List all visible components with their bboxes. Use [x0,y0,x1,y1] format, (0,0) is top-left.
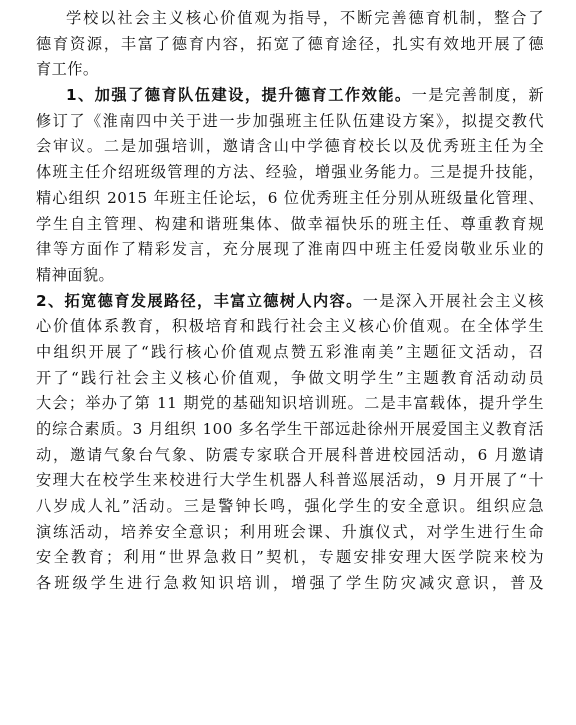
section-heading-line [36,83,544,109]
paragraph-line: 精神面貌。 [36,265,115,284]
paragraph-line: 各班级学生进行急救知识培训，增强了学生防灾减灾意识，普及 [36,574,544,593]
paragraph-line: 动，邀请气象台气象、防震专家联合开展科普进校园活动，6 月邀请 [36,445,544,464]
section-heading-continuation: 一是深入开展社会主义核 [362,291,544,310]
section-heading: 1、加强了德育队伍建设，提升德育工作效能。 [66,86,412,105]
paragraph-line: 心价值体系教育，积极培育和践行社会主义核心价值观。在全体学生 [36,317,544,336]
paragraph-line: 育工作。 [36,60,99,79]
paragraph-line: 学校以社会主义核心价值观为指导，不断完善德育机制，整合了 [66,9,544,27]
paragraph-line: 安全教育；利用“世界急救日”契机，专题安排安理大医学院来校为 [36,548,544,567]
section-heading-continuation: 一是完善制度，新 [411,86,544,105]
paragraph-line: 体班主任介绍班级管理的方法、经验，增强业务能力。三是提升技能， [36,163,544,182]
paragraph-line: 大会；举办了第 11 期党的基础知识培训班。二是丰富载体，提升学生 [36,394,544,413]
section-heading: 2、拓宽德育发展路径，丰富立德树人内容。 [36,291,363,310]
paragraph-line: 学生自主管理、构建和谐班集体、做幸福快乐的班主任、尊重教育规 [36,214,544,233]
paragraph-line: 精心组织 2015 年班主任论坛，6 位优秀班主任分别从班级量化管理、 [36,188,544,207]
paragraph-line: 八岁成人礼”活动。三是警钟长鸣，强化学生的安全意识。组织应急 [36,497,544,516]
paragraph-line: 德育资源，丰富了德育内容，拓宽了德育途径，扎实有效地开展了德 [36,34,544,53]
paragraph-line: 安理大在校学生来校进行大学生机器人科普巡展活动，9 月开展了“十 [36,471,544,490]
paragraph-line: 会审议。二是加强培训，邀请含山中学德育校长以及优秀班主任为全 [36,137,544,156]
paragraph-line: 的综合素质。3 月组织 100 多名学生干部远赴徐州开展爱国主义教育活 [36,420,544,438]
section-heading-line [36,289,544,315]
paragraph-line: 开了“践行社会主义核心价值观，争做文明学生”主题教育活动动员 [36,368,544,387]
document-page [36,6,544,597]
paragraph-line: 中组织开展了“践行核心价值观点赞五彩淮南美”主题征文活动，召 [36,342,544,361]
paragraph-line: 演练活动，培养安全意识；利用班会课、升旗仪式，对学生进行生命 [36,522,544,541]
paragraph-line: 修订了《淮南四中关于进一步加强班主任队伍建设方案》，拟提交教代 [36,111,544,130]
paragraph-line: 律等方面作了精彩发言，充分展现了淮南四中班主任爱岗敬业乐业的 [36,240,544,259]
